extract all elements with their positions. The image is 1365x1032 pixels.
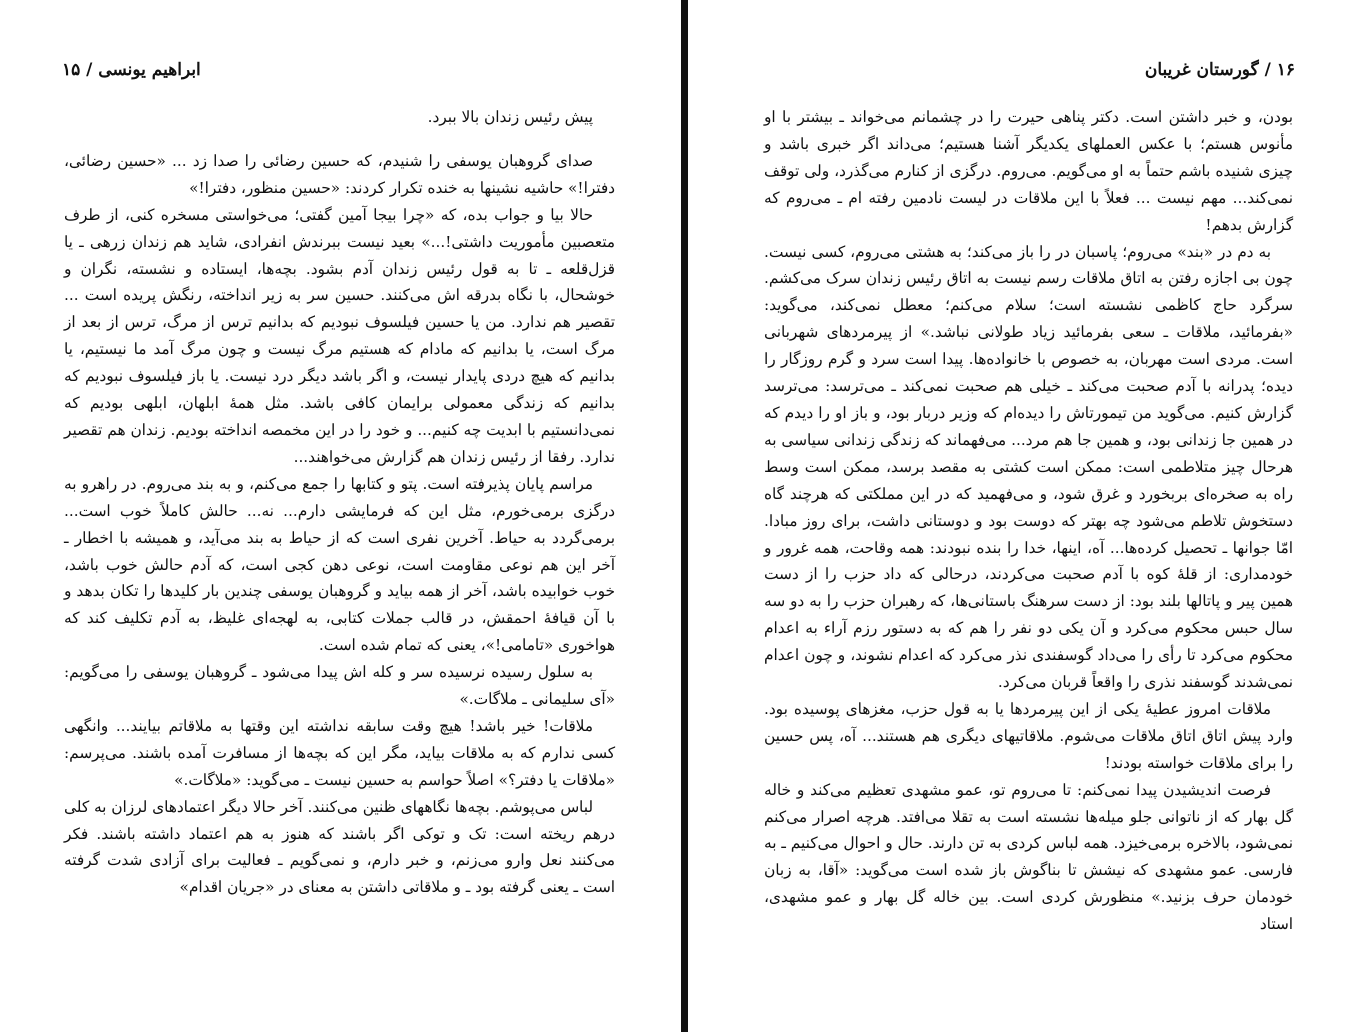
left-paragraph: به سلول رسیده نرسیده سر و کله اش پیدا می‌شود ـ گروهبان یوسفی را می‌گویم: «آی سلیمانی ـ ملاگات.»	[64, 663, 615, 709]
right-paragraph: به دم در «بند» می‌روم؛ پاسبان در را باز می‌کند؛ به هشتی می‌روم، کسی نیست. چون بی اجازه رفتن به اتاق ملاقات رسم نیست به اتاق رئیس زندان سرک می‌کشم. سرگرد حاج کاظمی نشسته است؛ سلام می‌کنم؛ معطل نمی‌کند، می‌گوید: «بفرمائید، ملاقات ـ سعی بفرمائید زیاد طولانی نباشد.» از پیرمردهای شهربانی است. مردی است مهربان، به خصوص با خانواده‌ها. پیدا است سرد و گرم روزگار را دیده؛ پدرانه با آدم صحبت می‌کند ـ خیلی هم صحبت نمی‌کند ـ می‌ترسد: می‌ترسد گزارش کنیم. می‌گوید من تیمورتاش را دیده‌ام که وزیر دربار بود، و باز او را دیدم که در همین جا زندانی بود، و همین جا هم مرد... می‌فهماند که زندگی زندانی سیاسی به هرحال چیز متلاطمی است: ممکن است کشتی به مقصد برسد، ممکن است وسط راه به صخره‌ای بربخورد و غرق شود، و می‌فهمید که در این مملکتی که هرچند گاه دستخوش تلاطم می‌شود چه بهتر که دوست بود و دوستانی داشت، برای روز مبادا. امّا جوانها ـ تحصیل کرده‌ها... آه، اینها، خدا را بنده نبودند: همه وقاحت، همه غرور و خودمداری: از قلهٔ کوه با آدم صحبت می‌کردند، درحالی که داد حزب را از دست همین پیر و پاتالها بلند بود: از دست سرهنگ باستانی‌ها، که رهبران حزب را به دو سه سال حبس محکوم می‌کرد و آن یکی دو نفر را هم که به دستور رزم آراء به اعدام محکوم می‌کرد تا رأی را می‌داد گوسفندی نذر می‌کرد که اعدام نشوند، و چون اعدام نمی‌شدند گوسفند نذری را واقعاً قربان می‌کرد.	[764, 242, 1293, 692]
left-paragraph: لباس می‌پوشم. بچه‌ها نگاههای ظنین می‌کنند. آخر حالا دیگر اعتمادهای لرزان به کلی درهم ریخته است: تک و توکی اگر باشند که هنوز به هم اعتماد داشته باشند. فکر می‌کنند نعل وارو می‌زنم، و خبر دارم، و نمی‌گویم ـ فعالیت برای آزادی شدت گرفته است ـ یعنی گرفته بود ـ و ملاقاتی داشتن به معنای در «جریان اقدام»	[64, 797, 615, 897]
left-paragraph: صدای گروهبان یوسفی را شنیدم، که حسین رضائی را صدا زد ... «حسین رضائی، دفترا!» حاشیه نشینها به خنده تکرار کردند: «حسین منظور، دفترا!»	[64, 151, 615, 197]
left-paragraph: حالا بیا و جواب بده، که «چرا بیجا آمین گفتی؛ می‌خواستی مسخره کنی، از طرف متعصبین مأموریت داشتی!...» بعید نیست ببرندش انفرادی، شاید هم زندان زرهی ـ یا قزل‌قلعه ـ تا به قول رئیس زندان آدم بشود. بچه‌ها، ایستاده و نشسته، نگران و خوشحال، با نگاه بدرقه اش می‌کنند. حسین سر به زیر انداخته، رنگش پریده است ... تقصیر هم ندارد. من یا حسین فیلسوف نبودیم که بدانیم ترس از مرگ، ترس از بعد از مرگ است، یا بدانیم که مادام که هستیم مرگ نیست و چون مرگ آمد ما نیستیم، یا بدانیم که هیچ دردی پایدار نیست، و اگر باشد دیگر درد نیست. یا باز فیلسوف نبودیم که بدانیم که زندگی معمولی برایمان کافی باشد. مثل همهٔ ابلهان، ابلهی بودیم که نمی‌دانستیم با ابدیت چه کنیم... و خود را در این مخمصه انداخته بودیم. زندان هم تقصیر ندارد. رفقا از رئیس زندان هم گزارش می‌خواهند...	[64, 205, 615, 466]
right-page	[688, 0, 1365, 1032]
right-page-header: ۱۶ / گورستان غریبان	[1144, 60, 1295, 80]
right-paragraph: ملاقات امروز عطیهٔ یکی از این پیرمردها یا به قول حزب، مغزهای پوسیده بود. وارد پیش اتاق اتاق ملاقات می‌شوم. ملاقاتیهای دیگری هم هستند... آه، پس حسین را برای ملاقات خواسته بودند!	[764, 699, 1293, 772]
left-paragraph: مراسم پایان پذیرفته است. پتو و کتابها را جمع می‌کنم، و به بند می‌روم. در راهرو به درگزی برمی‌خورم، مثل این که فرمایشی دارم... نه... حالش کاملاً خوب است... برمی‌گردد به حیاط. آخرین نفری است که از حیاط به بند می‌آید، و همیشه با اخطار ـ آخر این هم نوعی مقاومت است، نوعی دهن کجی است، که آدم حالش خوب باشد، خوب خوابیده باشد، آخر از همه بیاید و گروهبان یوسفی چندین بار کلیدها را تکان بدهد و با آن قیافهٔ احمقش، در قالب جملات کتابی، به لهجه‌ای غلیظ، به آدم تکلیف کند که هواخوری «تامامی!»، یعنی که تمام شده است.	[64, 474, 615, 655]
left-page-body	[64, 104, 615, 901]
right-paragraph: بودن، و خبر داشتن است. دکتر پناهی حیرت را در چشمانم می‌خواند ـ بیشتر با او مأنوس هستم؛ با عکس العملهای یکدیگر آشنا هستیم؛ می‌داند اگر خبری باشد و چیزی شنیده باشم حتماً به او می‌گویم. می‌روم. درگزی از کنارم می‌گذرد، ولی توقف نمی‌کند... مهم نیست ... فعلاً با این ملاقات در لیست نادمین رفته ام ـ می‌روم که گزارش بدهم!	[764, 108, 1293, 234]
left-paragraph: ملاقات! خیر باشد! هیچ وقت سابقه نداشته این وقتها به ملاقاتم بیایند... وانگهی کسی ندارم که به ملاقات بیاید، مگر این که بچه‌ها از مسافرت آمده باشند. می‌پرسم: «ملاقات یا دفتر؟» اصلاً حواسم به حسین نیست ـ می‌گوید: «ملاگات.»	[64, 716, 615, 789]
book-gutter	[681, 0, 688, 1032]
left-paragraph: پیش رئیس زندان بالا ببرد.	[427, 108, 593, 126]
left-page-header: ابراهیم یونسی / ۱۵	[62, 60, 201, 80]
left-page	[0, 0, 681, 1032]
right-paragraph: فرصت اندیشیدن پیدا نمی‌کنم: تا می‌روم تو، عمو مشهدی تعظیم می‌کند و خاله گل بهار که از ناتوانی جلو میله‌ها نشسته است به تقلا می‌افتد. هرچه اصرار می‌کنم نمی‌شود، بالاخره برمی‌خیزد. همه لباس کردی به تن دارند. حال و احوال می‌کنیم ـ به فارسی. عمو مشهدی که نیشش تا بناگوش باز شده است می‌گوید: «آقا، به زبان خودمان حرف بزنید.» منظورش کردی است. بین خاله گل بهار و عمو مشهدی، استاد	[764, 780, 1293, 934]
right-page-body	[764, 104, 1293, 938]
